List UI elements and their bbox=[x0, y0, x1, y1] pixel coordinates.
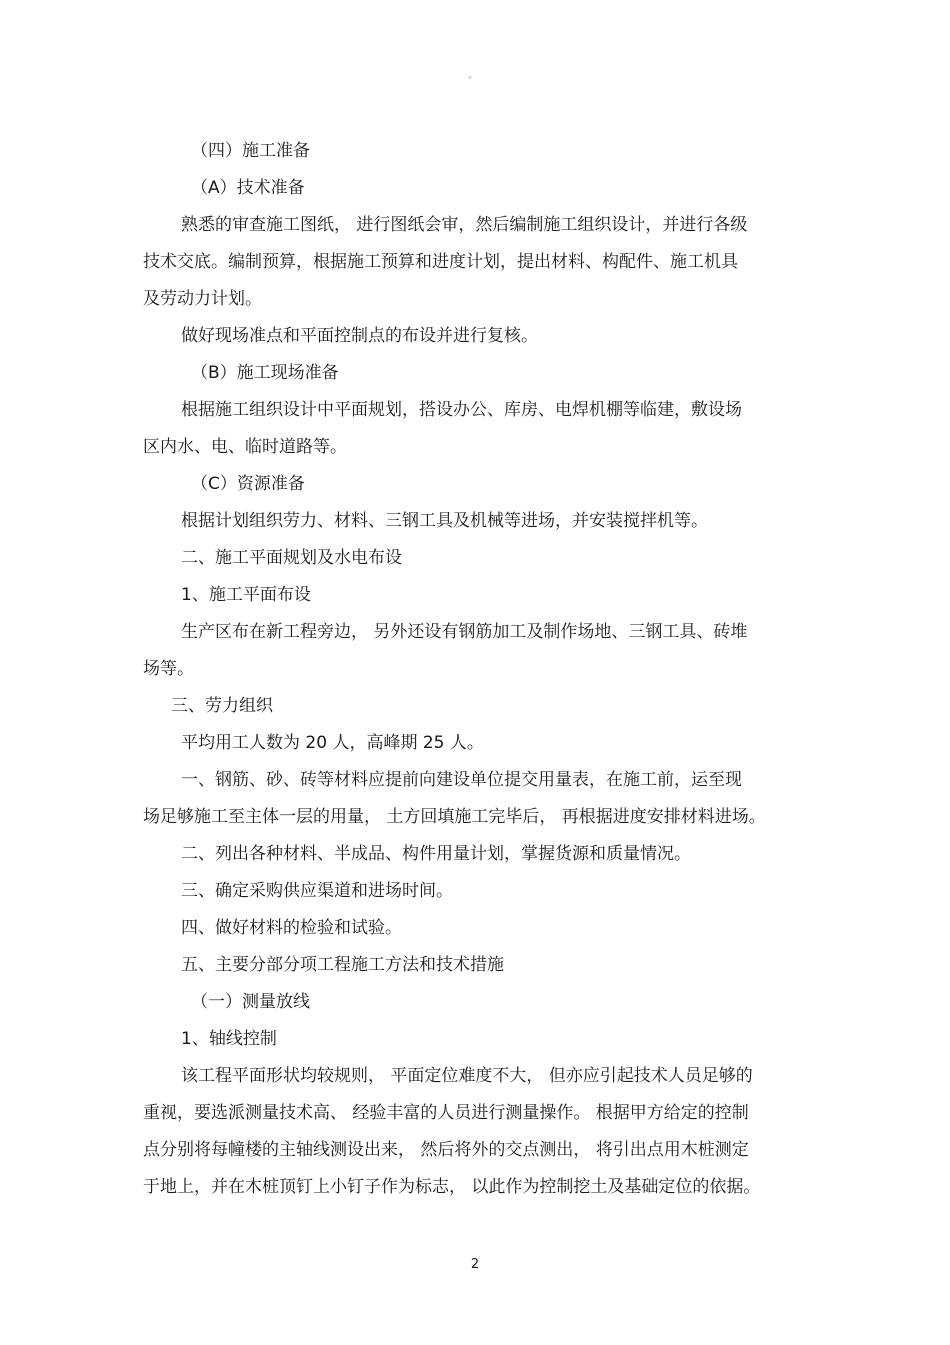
paragraph-line: 熟悉的审查施工图纸， 进行图纸会审，然后编制施工组织设计，并进行各级 bbox=[181, 215, 748, 235]
paragraph-line: 点分别将每幢楼的主轴线测设出来， 然后将外的交点测出， 将引出点用木桩测定 bbox=[143, 1140, 749, 1160]
paragraph-line: 四、做好材料的检验和试验。 bbox=[181, 918, 402, 938]
paragraph-line: 五、主要分部分项工程施工方法和技术措施 bbox=[181, 955, 504, 975]
page-number: 2 bbox=[470, 1257, 480, 1272]
document-body bbox=[143, 133, 803, 1206]
paragraph-line: 重视，要选派测量技术高、 经验丰富的人员进行测量操作。 根据甲方给定的控制 bbox=[143, 1103, 749, 1123]
paragraph-line: 该工程平面形状均较规则， 平面定位难度不大， 但亦应引起技术人员足够的 bbox=[181, 1066, 753, 1086]
paragraph-line: 及劳动力计划。 bbox=[143, 289, 262, 309]
paragraph-line: 场等。 bbox=[143, 659, 194, 679]
paragraph-line: 生产区布在新工程旁边， 另外还设有钢筋加工及制作场地、三钢工具、砖堆 bbox=[181, 622, 748, 642]
paragraph-line: 于地上，并在木桩顶钉上小钉子作为标志， 以此作为控制挖土及基础定位的依据。 bbox=[143, 1177, 761, 1197]
header-mark: 。 bbox=[468, 70, 478, 81]
paragraph-line: （四）施工准备 bbox=[191, 141, 310, 161]
paragraph-line: 二、施工平面规划及水电布设 bbox=[181, 548, 402, 568]
paragraph-line: 二、列出各种材料、半成品、构件用量计划，掌握货源和质量情况。 bbox=[181, 844, 691, 864]
paragraph-line: （B）施工现场准备 bbox=[191, 363, 339, 383]
paragraph-line: 1、施工平面布设 bbox=[181, 585, 311, 605]
paragraph-line: 做好现场准点和平面控制点的布设并进行复核。 bbox=[181, 326, 538, 346]
paragraph-line: 三、劳力组织 bbox=[171, 696, 273, 716]
paragraph-line: 区内水、电、临时道路等。 bbox=[143, 437, 347, 457]
paragraph-line: 平均用工人数为 20 人，高峰期 25 人。 bbox=[181, 733, 484, 753]
paragraph-line: （A）技术准备 bbox=[191, 178, 305, 198]
paragraph-line: （一）测量放线 bbox=[191, 992, 310, 1012]
paragraph-line: 场足够施工至主体一层的用量， 土方回填施工完毕后， 再根据进度安排材料进场。 bbox=[143, 807, 766, 827]
paragraph-line: 根据计划组织劳力、材料、三钢工具及机械等进场，并安装搅拌机等。 bbox=[181, 511, 708, 531]
paragraph-line: 根据施工组织设计中平面规划，搭设办公、库房、电焊机棚等临建，敷设场 bbox=[181, 400, 742, 420]
paragraph-line: 一、钢筋、砂、砖等材料应提前向建设单位提交用量表，在施工前，运至现 bbox=[181, 770, 742, 790]
paragraph-line: 1、轴线控制 bbox=[181, 1029, 277, 1049]
paragraph-line: 三、确定采购供应渠道和进场时间。 bbox=[181, 881, 453, 901]
paragraph-line: （C）资源准备 bbox=[191, 474, 305, 494]
paragraph-line: 技术交底。编制预算，根据施工预算和进度计划，提出材料、构配件、施工机具 bbox=[143, 252, 738, 272]
